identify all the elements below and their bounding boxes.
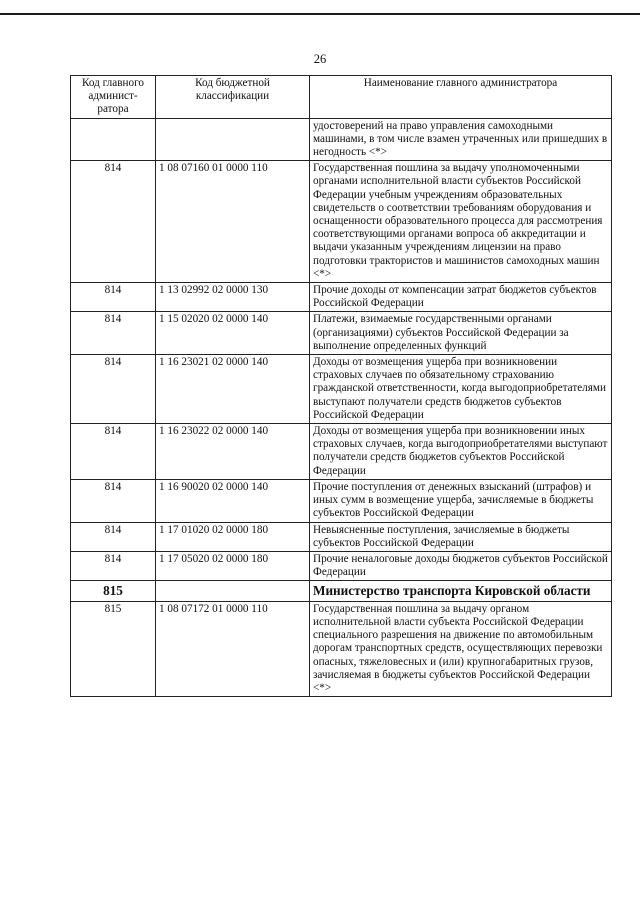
administrator-name-cell: удостоверений на право управления самоходными машинами, в том числе взамен утраченных или пришедших в негодность <*> bbox=[310, 118, 612, 161]
budget-code-cell: 1 08 07160 01 0000 110 bbox=[156, 161, 310, 283]
budget-code-cell: 1 13 02992 02 0000 130 bbox=[156, 283, 310, 312]
administrator-name-cell: Государственная пошлина за выдачу органом исполнительной власти субъекта Российской Федерации специального разрешения на движение по автомобильным дорогам транспортных средств, осуществляющих перевозки опасных, тяжеловесных и (или) крупногабаритных грузов, зачисляемая в бюджеты субъектов Российской Федерации <*> bbox=[310, 601, 612, 696]
administrator-name-cell: Невыясненные поступления, зачисляемые в бюджеты субъектов Российской Федерации bbox=[310, 522, 612, 551]
admin-code-cell: 815 bbox=[71, 581, 156, 602]
table-body bbox=[71, 118, 612, 697]
admin-code-cell: 814 bbox=[71, 424, 156, 480]
table-row bbox=[71, 601, 612, 696]
admin-code-cell: 814 bbox=[71, 479, 156, 522]
header-administrator-name: Наименование главного администратора bbox=[310, 76, 612, 119]
table-row bbox=[71, 479, 612, 522]
budget-code-cell: 1 15 02020 02 0000 140 bbox=[156, 312, 310, 355]
header-budget-code: Код бюджетной классификации bbox=[156, 76, 310, 119]
table-row bbox=[71, 161, 612, 283]
budget-code-cell bbox=[156, 581, 310, 602]
top-rule bbox=[0, 13, 640, 15]
administrator-name-cell: Министерство транспорта Кировской области bbox=[310, 581, 612, 602]
admin-code-cell: 814 bbox=[71, 522, 156, 551]
table-row bbox=[71, 312, 612, 355]
header-row bbox=[71, 76, 612, 119]
table-row bbox=[71, 551, 612, 580]
budget-code-cell: 1 16 23021 02 0000 140 bbox=[156, 355, 310, 424]
table-row bbox=[71, 522, 612, 551]
budget-code-cell: 1 16 90020 02 0000 140 bbox=[156, 479, 310, 522]
administrator-name-cell: Прочие доходы от компенсации затрат бюджетов субъектов Российской Федерации bbox=[310, 283, 612, 312]
admin-code-cell bbox=[71, 118, 156, 161]
admin-code-cell: 814 bbox=[71, 312, 156, 355]
administrator-name-cell: Государственная пошлина за выдачу уполномоченными органами исполнительной власти субъектов Российской Федерации учебным учреждениям образовательных свидетельств о соответствии требованиям оборудования и оснащенности образовательного процесса для рассмотрения соответствующими органами вопроса об аккредитации и выдачи указанным учреждениям лицензии на право подготовки трактористов и машинистов самоходных машин <*> bbox=[310, 161, 612, 283]
admin-code-cell: 814 bbox=[71, 283, 156, 312]
administrator-name-cell: Доходы от возмещения ущерба при возникновении иных страховых случаев, когда выгодоприобретателями выступают получатели средств бюджетов субъектов Российской Федерации bbox=[310, 424, 612, 480]
admin-code-cell: 814 bbox=[71, 355, 156, 424]
budget-code-cell: 1 08 07172 01 0000 110 bbox=[156, 601, 310, 696]
table-row bbox=[71, 424, 612, 480]
budget-code-cell: 1 17 05020 02 0000 180 bbox=[156, 551, 310, 580]
budget-code-cell bbox=[156, 118, 310, 161]
administrator-name-cell: Прочие неналоговые доходы бюджетов субъектов Российской Федерации bbox=[310, 551, 612, 580]
admin-code-cell: 814 bbox=[71, 161, 156, 283]
table-row bbox=[71, 118, 612, 161]
budget-code-cell: 1 16 23022 02 0000 140 bbox=[156, 424, 310, 480]
admin-code-cell: 814 bbox=[71, 551, 156, 580]
budget-code-cell: 1 17 01020 02 0000 180 bbox=[156, 522, 310, 551]
table-row bbox=[71, 283, 612, 312]
administrator-name-cell: Платежи, взимаемые государственными органами (организациями) субъектов Российской Федерации за выполнение определенных функций bbox=[310, 312, 612, 355]
ministry-row bbox=[71, 581, 612, 602]
table-row bbox=[71, 355, 612, 424]
admin-code-cell: 815 bbox=[71, 601, 156, 696]
administrator-name-cell: Доходы от возмещения ущерба при возникновении страховых случаев по обязательному страхованию гражданской ответственности, когда выгодоприобретателями выступают получатели средств бюджетов субъектов Российской Федерации bbox=[310, 355, 612, 424]
budget-classification-table bbox=[70, 75, 612, 697]
page-number: 26 bbox=[313, 52, 327, 66]
administrator-name-cell: Прочие поступления от денежных взысканий (штрафов) и иных сумм в возмещение ущерба, зачисляемые в бюджеты субъектов Российской Федерации bbox=[310, 479, 612, 522]
header-admin-code: Код главного админист-ратора bbox=[71, 76, 156, 119]
